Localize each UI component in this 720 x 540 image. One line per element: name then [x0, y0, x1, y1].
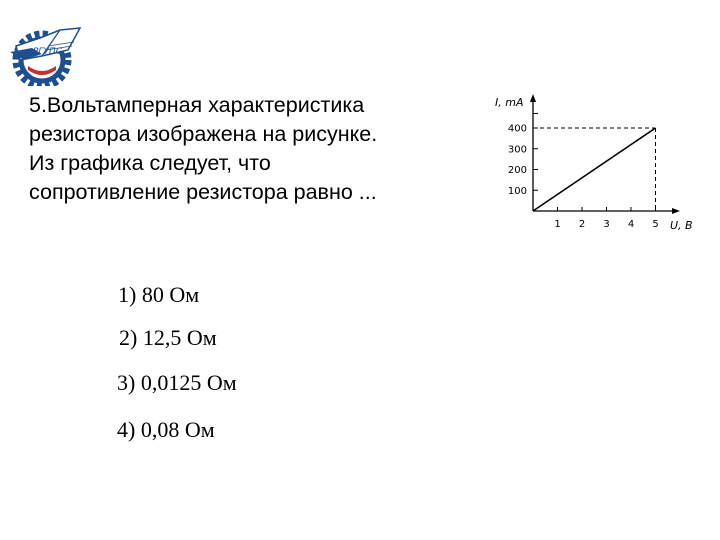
university-logo [2, 16, 82, 86]
x-tick-label: 1 [554, 219, 561, 230]
x-axis-arrow [672, 208, 680, 214]
answer-option-4[interactable]: 4) 0,08 Ом [117, 417, 215, 442]
x-tick-label: 3 [603, 219, 610, 230]
answer-option-3[interactable]: 3) 0,0125 Ом [117, 370, 237, 395]
x-tick-label: 2 [578, 219, 586, 230]
question-line: 5.Вольтамперная характеристика [29, 93, 365, 117]
y-axis-arrow [530, 94, 536, 102]
iv-line [533, 128, 656, 211]
y-tick-label: 400 [507, 123, 527, 135]
iv-characteristic-chart [486, 88, 720, 238]
question-line: резистора изображена на рисунке. [29, 122, 378, 146]
logo-text: РГУПС [33, 47, 62, 57]
question-text [29, 91, 459, 207]
x-tick-label: 5 [652, 219, 659, 230]
question-line: Из графика следует, что [29, 151, 271, 175]
answer-option-1[interactable]: 1) 80 Ом [118, 282, 200, 307]
y-tick-label: 200 [507, 165, 527, 176]
y-tick-label: 100 [507, 185, 527, 197]
answer-option-2[interactable]: 2) 12,5 Ом [119, 325, 217, 350]
question-line: сопротивление резистора равно ... [29, 180, 377, 204]
y-axis-label: I, mA [495, 96, 524, 109]
y-tick-label: 300 [507, 144, 527, 156]
x-tick-label: 4 [627, 219, 635, 230]
x-axis-label: U, В [670, 219, 693, 232]
